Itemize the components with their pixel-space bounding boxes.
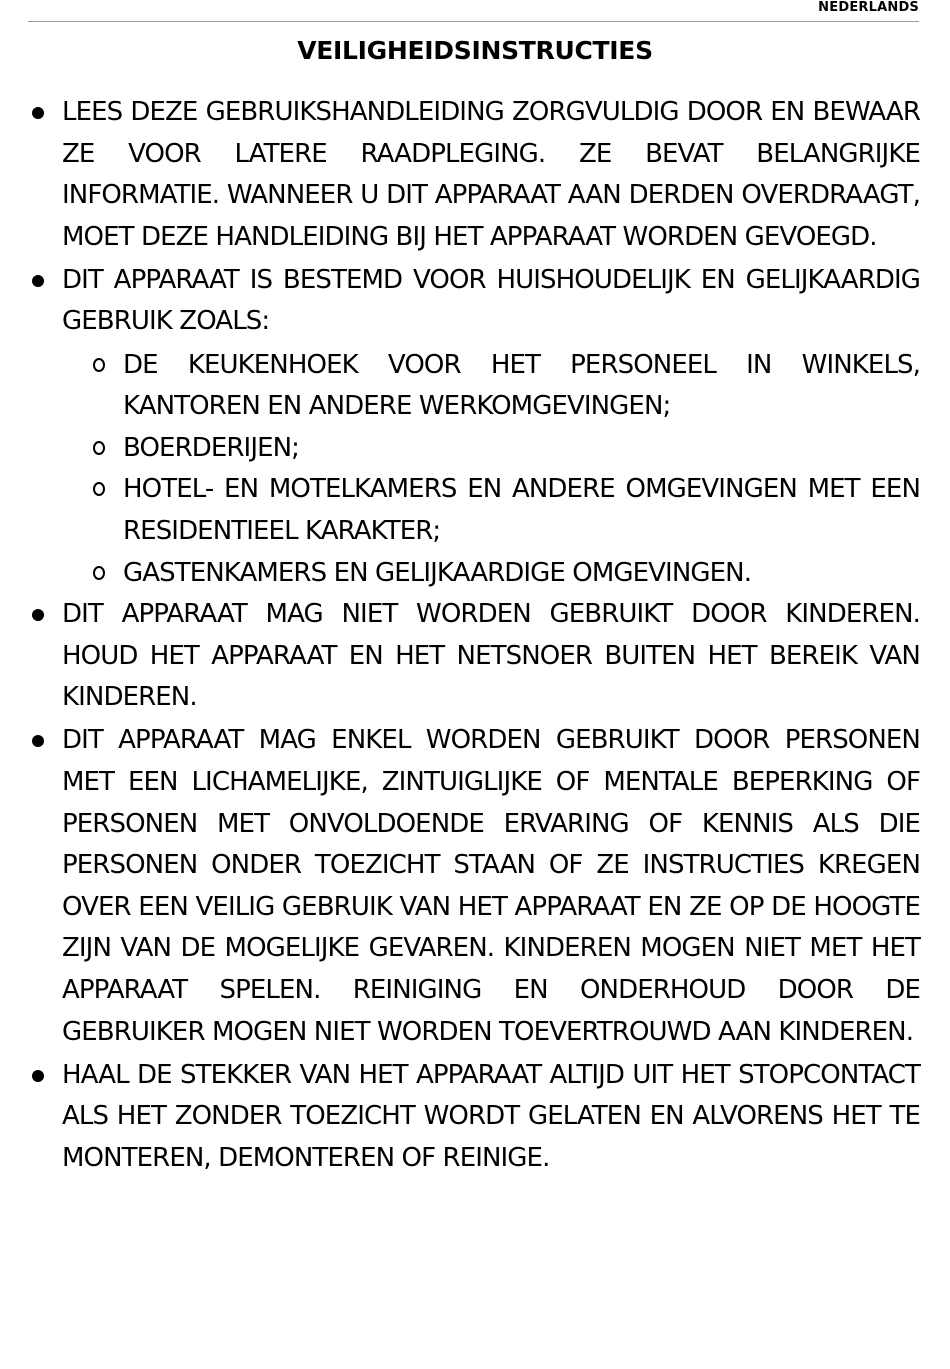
language-label: NEDERLANDS: [818, 0, 919, 15]
list-item-text: HAAL DE STEKKER VAN HET APPARAAT ALTIJD UIT HET STOPCONTACT ALS HET ZONDER TOEZICHT WORDT GELATEN EN ALVORENS HET TE MONTEREN, DEMONTEREN OF REINIGE.: [62, 1059, 920, 1173]
usage-sublist: [30, 345, 920, 595]
sublist-item-text: HOTEL- EN MOTELKAMERS EN ANDERE OMGEVINGEN MET EEN RESIDENTIEEL KARAKTER;: [123, 474, 920, 546]
safety-instructions-list: [30, 92, 920, 1181]
circle-bullet-icon: [93, 566, 105, 580]
list-item: [30, 260, 920, 343]
bullet-icon: [32, 1070, 44, 1082]
bullet-icon: [32, 107, 44, 119]
sublist-item-text: BOERDERIJEN;: [123, 432, 300, 463]
bullet-icon: [32, 735, 44, 747]
list-item: [30, 1055, 920, 1180]
list-item: [30, 720, 920, 1053]
sublist-item: [30, 345, 920, 428]
page-title: VEILIGHEIDSINSTRUCTIES: [297, 36, 653, 65]
sublist-item-text: DE KEUKENHOEK VOOR HET PERSONEEL IN WINKELS, KANTOREN EN ANDERE WERKOMGEVINGEN;: [123, 349, 920, 422]
list-item-text: LEES DEZE GEBRUIKSHANDLEIDING ZORGVULDIG DOOR EN BEWAAR ZE VOOR LATERE RAADPLEGING. ZE BEVAT BELANGRIJKE INFORMATIE. WANNEER U DIT APPARAAT AAN DERDEN OVERDRAAGT, MOET DEZE HANDLEIDING BIJ HET APPARAAT WORDEN GEVOEGD.: [62, 97, 920, 252]
list-item: [30, 92, 920, 258]
circle-bullet-icon: [93, 358, 105, 372]
sublist-item-text: GASTENKAMERS EN GELIJKAARDIGE OMGEVINGEN.: [123, 557, 752, 588]
list-item-text: DIT APPARAAT MAG ENKEL WORDEN GEBRUIKT DOOR PERSONEN MET EEN LICHAMELIJKE, ZINTUIGLIJKE OF MENTALE BEPERKING OF PERSONEN MET ONVOLDOENDE ERVARING OF KENNIS ALS DIE PERSONEN ONDER TOEZICHT STAAN OF ZE INSTRUCTIES KREGEN OVER EEN VEILIG GEBRUIK VAN HET APPARAAT EN ZE OP DE HOOGTE ZIJN VAN DE MOGELIJKE GEVAREN. KINDEREN MOGEN NIET MET HET APPARAAT SPELEN. REINIGING EN ONDERHOUD DOOR DE GEBRUIKER MOGEN NIET WORDEN TOEVERTROUWD AAN KINDEREN.: [62, 725, 920, 1047]
circle-bullet-icon: [93, 441, 105, 455]
bullet-icon: [32, 609, 44, 621]
list-item-text: DIT APPARAAT MAG NIET WORDEN GEBRUIKT DOOR KINDEREN. HOUD HET APPARAAT EN HET NETSNOER BUITEN HET BEREIK VAN KINDEREN.: [62, 599, 920, 713]
sublist-item: [30, 428, 920, 470]
bullet-icon: [32, 275, 44, 287]
list-item-text: DIT APPARAAT IS BESTEMD VOOR HUISHOUDELIJK EN GELIJKAARDIG GEBRUIK ZOALS:: [62, 264, 920, 337]
sublist-item: [30, 469, 920, 552]
sublist-item: [30, 553, 920, 595]
header-divider: [28, 21, 919, 22]
list-item: [30, 594, 920, 719]
circle-bullet-icon: [93, 482, 105, 496]
